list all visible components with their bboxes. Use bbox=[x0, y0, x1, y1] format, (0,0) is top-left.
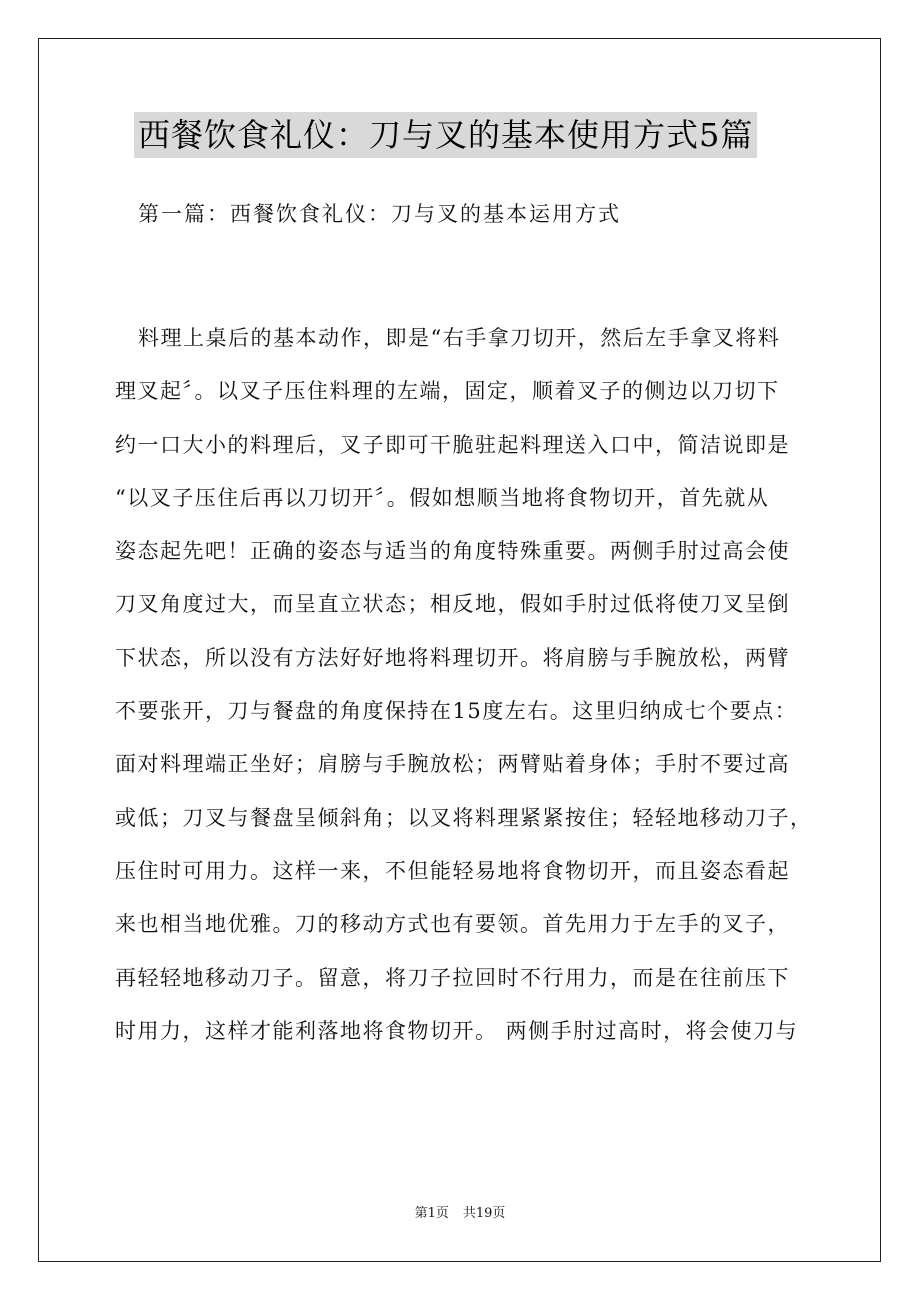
body-paragraph bbox=[115, 312, 815, 1058]
section-heading: 第一篇：西餐饮食礼仪：刀与叉的基本运用方式 bbox=[138, 202, 621, 226]
body-line: 不要张开，刀与餐盘的角度保持在15度左右。这里归纳成七个要点： bbox=[115, 699, 798, 724]
body-line: 再轻轻地移动刀子。留意，将刀子拉回时不行用力，而是在往前压下 bbox=[115, 965, 790, 990]
body-line: 时用力，这样才能利落地将食物切开。 两侧手肘过高时，将会使刀与 bbox=[115, 1018, 799, 1043]
body-line: 面对料理端正坐好；肩膀与手腕放松；两臂贴着身体；手肘不要过高 bbox=[115, 752, 790, 777]
body-line: 或低；刀叉与餐盘呈倾斜角；以叉将料理紧紧按住；轻轻地移动刀子， bbox=[115, 805, 813, 830]
body-line: 下状态，所以没有方法好好地将料理切开。将肩膀与手腕放松，两臂 bbox=[115, 645, 790, 670]
page-total: 共19页 bbox=[462, 1206, 506, 1221]
body-line: 姿态起先吧！正确的姿态与适当的角度特殊重要。两侧手肘过高会使 bbox=[115, 539, 790, 564]
body-line: 料理上桌后的基本动作，即是“右手拿刀切开，然后左手拿叉将料 bbox=[138, 326, 781, 350]
body-line: 压住时可用力。这样一来，不但能轻易地将食物切开，而且姿态看起 bbox=[115, 858, 790, 883]
body-line: 刀叉角度过大，而呈直立状态；相反地，假如手肘过低将使刀叉呈倒 bbox=[115, 592, 790, 617]
page-footer bbox=[0, 1204, 920, 1224]
body-line: 理叉起〞。以叉子压住料理的左端，固定，顺着叉子的侧边以刀切下 bbox=[115, 379, 780, 404]
body-line: “以叉子压住后再以刀切开〞。假如想顺当地将食物切开，首先就从 bbox=[115, 485, 770, 510]
document-title: 西餐饮食礼仪：刀与叉的基本使用方式5篇 bbox=[134, 112, 757, 158]
body-line: 约一口大小的料理后，叉子即可干脆驻起料理送入口中，简洁说即是 bbox=[115, 432, 790, 457]
page-number: 第1页 bbox=[414, 1206, 449, 1221]
body-line: 来也相当地优雅。刀的移动方式也有要领。首先用力于左手的叉子， bbox=[115, 912, 790, 937]
